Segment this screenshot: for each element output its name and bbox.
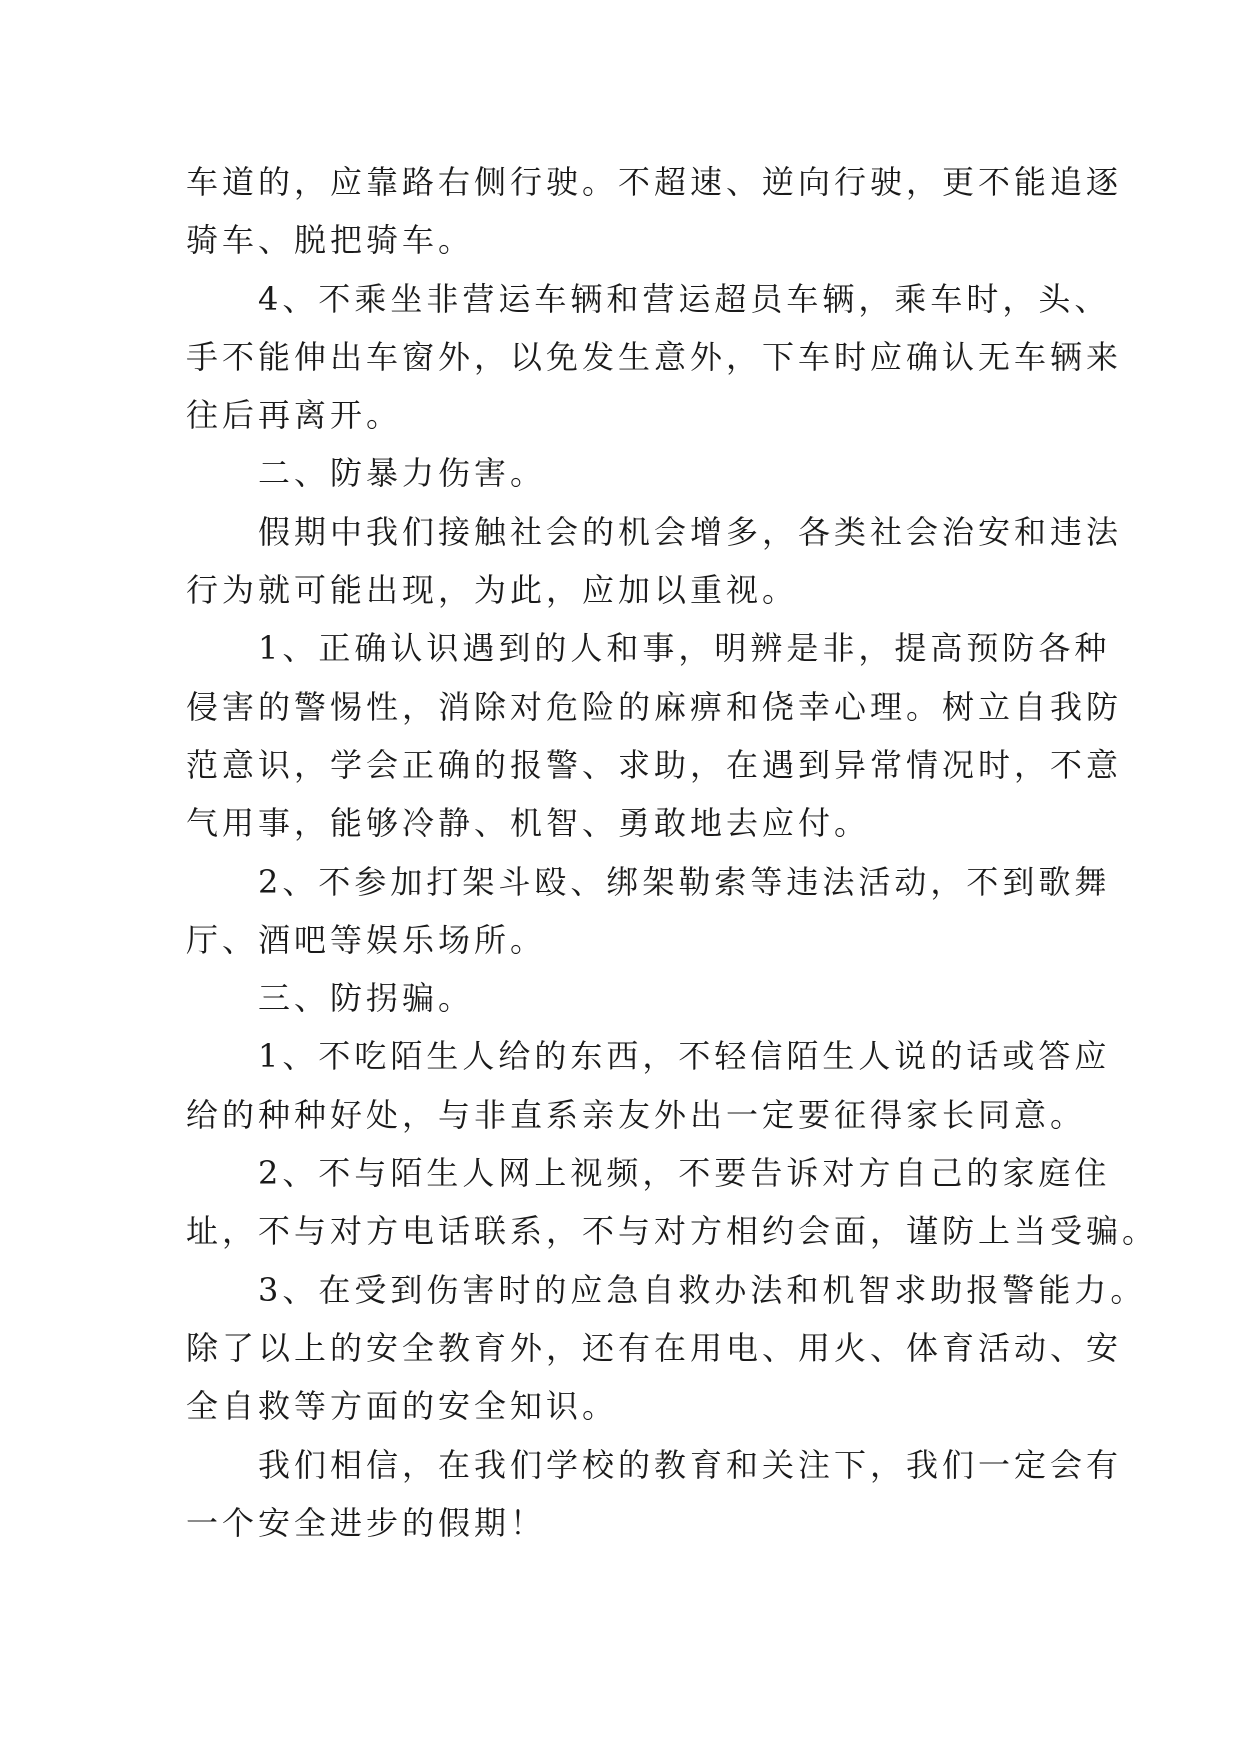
- text-line: 厅、酒吧等娱乐场所。: [186, 920, 547, 959]
- text-line: 2、不参加打架斗殴、绑架勒索等违法活动，不到歌舞: [258, 862, 1111, 901]
- document-body: [186, 153, 1159, 1552]
- text-line: 3、在受到伤害时的应急自救办法和机智求助报警能力。: [258, 1270, 1147, 1309]
- section-heading: 三、防拐骗。: [258, 979, 475, 1018]
- text-line: 全自救等方面的安全知识。: [186, 1387, 619, 1426]
- text-line: 4、不乘坐非营运车辆和营运超员车辆，乘车时，头、: [258, 279, 1111, 318]
- text-line: 气用事，能够冷静、机智、勇敢地去应付。: [186, 804, 871, 843]
- text-line: 范意识，学会正确的报警、求助，在遇到异常情况时，不意: [186, 745, 1123, 784]
- text-line: 除了以上的安全教育外，还有在用电、用火、体育活动、安: [186, 1328, 1123, 1367]
- text-line: 往后再离开。: [186, 396, 403, 435]
- section-heading: 二、防暴力伤害。: [258, 454, 547, 493]
- text-line: 我们相信，在我们学校的教育和关注下，我们一定会有: [258, 1445, 1123, 1484]
- text-line: 址，不与对方电话联系，不与对方相约会面，谨防上当受骗。: [186, 1212, 1159, 1251]
- text-line: 1、正确认识遇到的人和事，明辨是非，提高预防各种: [258, 629, 1111, 668]
- text-line: 侵害的警惕性，消除对危险的麻痹和侥幸心理。树立自我防: [186, 687, 1123, 726]
- text-line: 假期中我们接触社会的机会增多，各类社会治安和违法: [258, 512, 1123, 551]
- text-line: 骑车、脱把骑车。: [186, 221, 475, 260]
- text-line: 车道的，应靠路右侧行驶。不超速、逆向行驶，更不能追逐: [186, 163, 1123, 201]
- text-line: 一个安全进步的假期！: [186, 1503, 547, 1542]
- text-line: 手不能伸出车窗外，以免发生意外，下车时应确认无车辆来: [186, 337, 1123, 376]
- text-line: 1、不吃陌生人给的东西，不轻信陌生人说的话或答应: [258, 1037, 1111, 1076]
- text-line: 2、不与陌生人网上视频，不要告诉对方自己的家庭住: [258, 1154, 1111, 1193]
- text-line: 行为就可能出现，为此，应加以重视。: [186, 571, 799, 610]
- text-line: 给的种种好处，与非直系亲友外出一定要征得家长同意。: [186, 1095, 1087, 1134]
